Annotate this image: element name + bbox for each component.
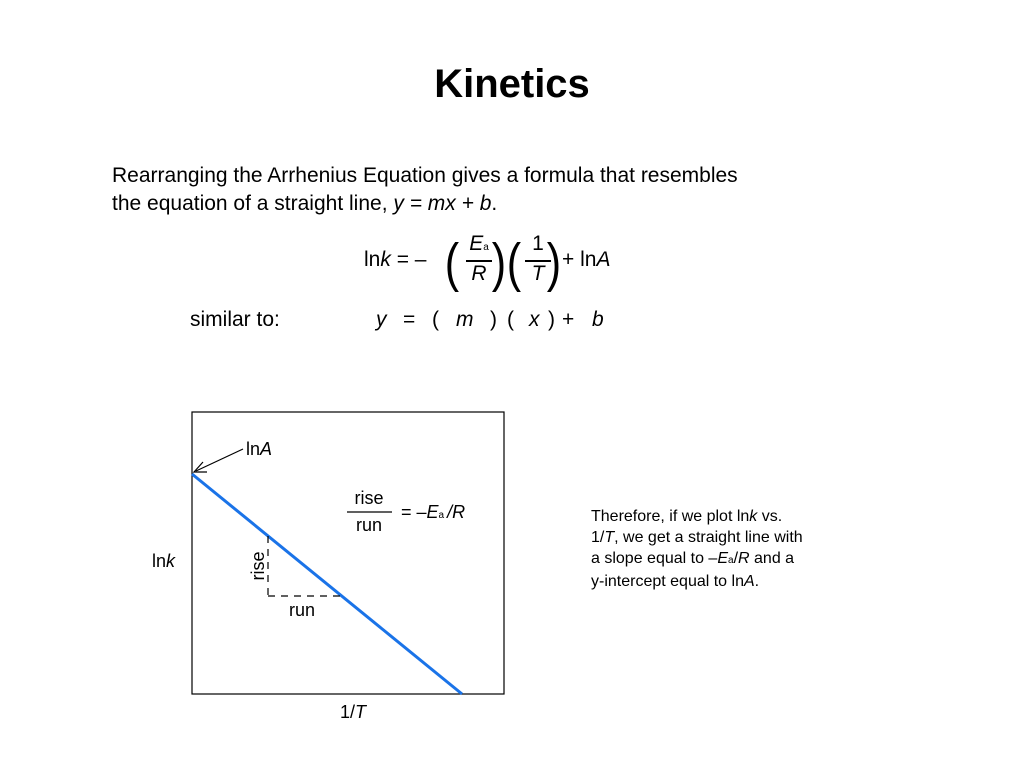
explain-p5: a slope equal to – [591, 550, 718, 567]
sim-lp2: ( [507, 308, 514, 331]
slope-r: /R [447, 502, 466, 522]
intercept-a: A [260, 439, 273, 459]
explain-p1: Therefore, if we plot ln [591, 508, 750, 525]
run-label: run [288, 600, 316, 620]
x-axis-label [340, 702, 368, 722]
explain-k: k [749, 508, 758, 525]
eq-a: A [596, 248, 611, 271]
sim-b: b [592, 308, 604, 331]
sim-rp1: ) [490, 308, 497, 331]
x-axis-one: 1/ [340, 702, 356, 722]
slope-rise: rise [354, 488, 384, 508]
eq-right-paren-2: ) [546, 233, 562, 293]
explain-p3: 1/ [591, 529, 605, 546]
x-axis-t: T [355, 702, 367, 722]
explain-p7: and a [749, 550, 795, 567]
explain-line-4 [591, 571, 861, 592]
eq-k: k [380, 248, 391, 271]
intercept-ln: ln [246, 439, 261, 459]
intercept-label [246, 439, 272, 459]
slope-value [401, 502, 465, 522]
explain-line-3 [591, 548, 861, 571]
y-axis-ln: ln [152, 551, 167, 571]
slope-e: E [426, 502, 439, 522]
sim-eq: = [403, 308, 416, 331]
slide-title: Kinetics [434, 62, 590, 106]
intro-period: . [491, 192, 498, 215]
similar-label: similar to: [190, 308, 280, 331]
eq-equals-minus: = – [390, 248, 427, 271]
sim-x: x [529, 308, 540, 331]
sim-m: m [456, 308, 474, 331]
eq-one: 1 [532, 232, 544, 255]
sim-lp1: ( [432, 308, 439, 331]
explain-p2: vs. [757, 508, 783, 525]
eq-t-text: T [531, 262, 545, 285]
intercept-arrow [196, 449, 243, 471]
explain-e: E [717, 550, 728, 567]
y-axis-k: k [166, 551, 176, 571]
rise-label: rise [248, 551, 268, 581]
eq-right-paren-1: ) [491, 233, 507, 293]
line-equation: y = mx + b [393, 192, 492, 215]
eq-ln: ln [364, 248, 381, 271]
eq-left-paren-2: ( [506, 233, 522, 293]
slope-sub: a [438, 510, 445, 521]
explain-r: R [738, 550, 750, 567]
y-axis-label [152, 551, 176, 571]
sim-rp2: ) [548, 308, 555, 331]
slope-run: run [355, 515, 383, 535]
explain-t: T [604, 529, 615, 546]
explain-a: A [743, 573, 755, 590]
eq-ea-sub: a [483, 242, 489, 253]
explain-p4: , we get a straight line with [614, 529, 803, 546]
intro-line-2-text: the equation of a straight line, [112, 192, 394, 215]
explain-p9: . [754, 573, 760, 590]
eq-left-paren-1: ( [444, 233, 460, 293]
eq-plus-ln: + ln [562, 248, 597, 271]
explain-p8: y-intercept equal to ln [591, 573, 744, 590]
slope-eq: = – [401, 502, 427, 522]
sim-plus: + [562, 308, 575, 331]
sim-y: y [376, 308, 387, 331]
explain-sub: a [728, 555, 734, 566]
explain-p6: / [733, 550, 739, 567]
explain-line-1 [591, 506, 861, 527]
plot-frame [192, 412, 504, 694]
eq-r-text: R [471, 262, 487, 285]
explanation-text [591, 506, 861, 592]
eq-ea-e: E [469, 232, 484, 255]
explain-line-2 [591, 527, 861, 548]
intro-line-1: Rearranging the Arrhenius Equation gives a formula that resembles [112, 164, 738, 187]
